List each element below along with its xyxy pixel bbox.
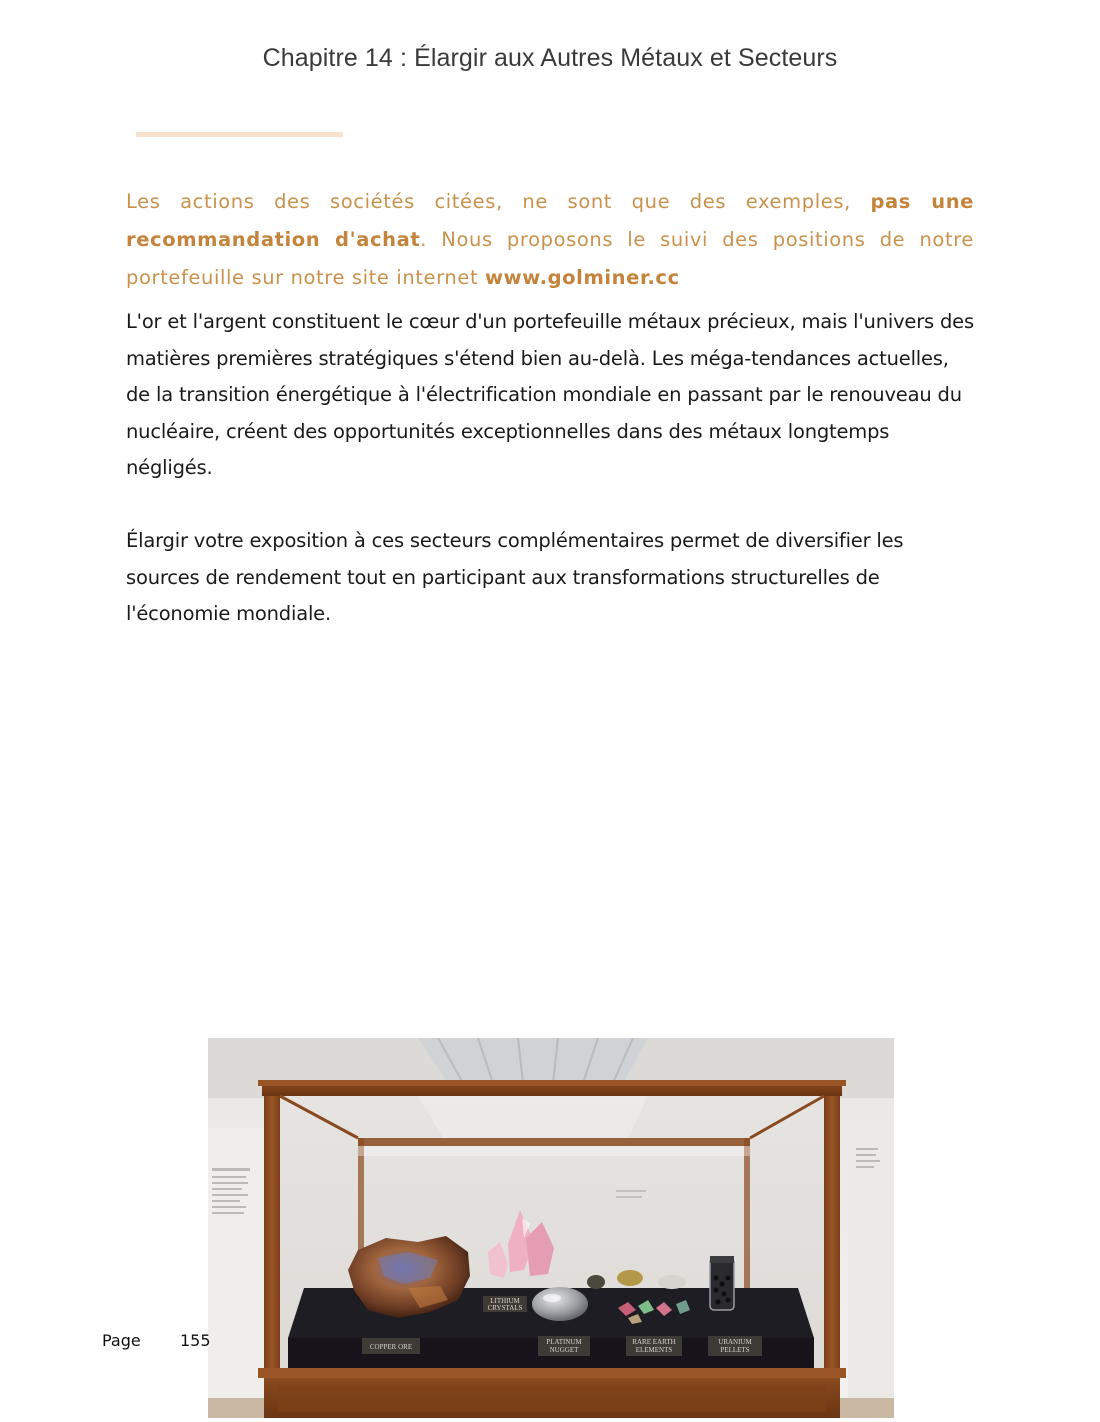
rare-earth-label-2: ELEMENTS: [635, 1346, 673, 1354]
display-case-photo: [208, 1038, 894, 1418]
website-link[interactable]: www.golminer.cc: [485, 266, 680, 289]
uranium-label-2: PELLETS: [720, 1346, 750, 1354]
copper-label: COPPER ORE: [369, 1343, 413, 1351]
lithium-label-2: CRYSTALS: [487, 1304, 523, 1312]
lithium-label: LITHIUM: [490, 1297, 520, 1305]
disclaimer-text-1: Les actions des sociétés citées, ne sont que des exemples,: [126, 190, 871, 213]
page-number: 155: [180, 1331, 211, 1350]
page-label: Page: [102, 1331, 141, 1350]
uranium-label: URANIUM: [718, 1338, 752, 1346]
disclaimer-text-2: . Nous proposons le suivi des positions de notre portefeuille sur notre site internet: [126, 228, 974, 289]
platinum-label: PLATINUM: [546, 1338, 582, 1346]
platinum-label-2: NUGGET: [549, 1346, 579, 1354]
disclaimer-emphasis: pas une recommandation d'achat: [126, 190, 974, 251]
body-paragraph-2: Élargir votre exposition à ces secteurs complémentaires permet de diversifier les sources de rendement tout en participant aux transformations structurelles de l'économie mondiale.: [126, 529, 904, 625]
chapter-title: Chapitre 14 : Élargir aux Autres Métaux et Secteurs: [262, 44, 838, 72]
decorative-divider: [136, 132, 343, 137]
rare-earth-label: RARE EARTH: [632, 1338, 676, 1346]
body-paragraph-1: L'or et l'argent constituent le cœur d'un portefeuille métaux précieux, mais l'univers des matières premières stratégiques s'étend bien au-delà. Les méga-tendances actuelles, de la transition énergétique à l'électrification mondiale en passant par le renouveau du nucléaire, créent des opportunités exceptionnelles dans des métaux longtemps négligés.: [126, 310, 974, 479]
disclaimer-paragraph: [126, 183, 974, 297]
